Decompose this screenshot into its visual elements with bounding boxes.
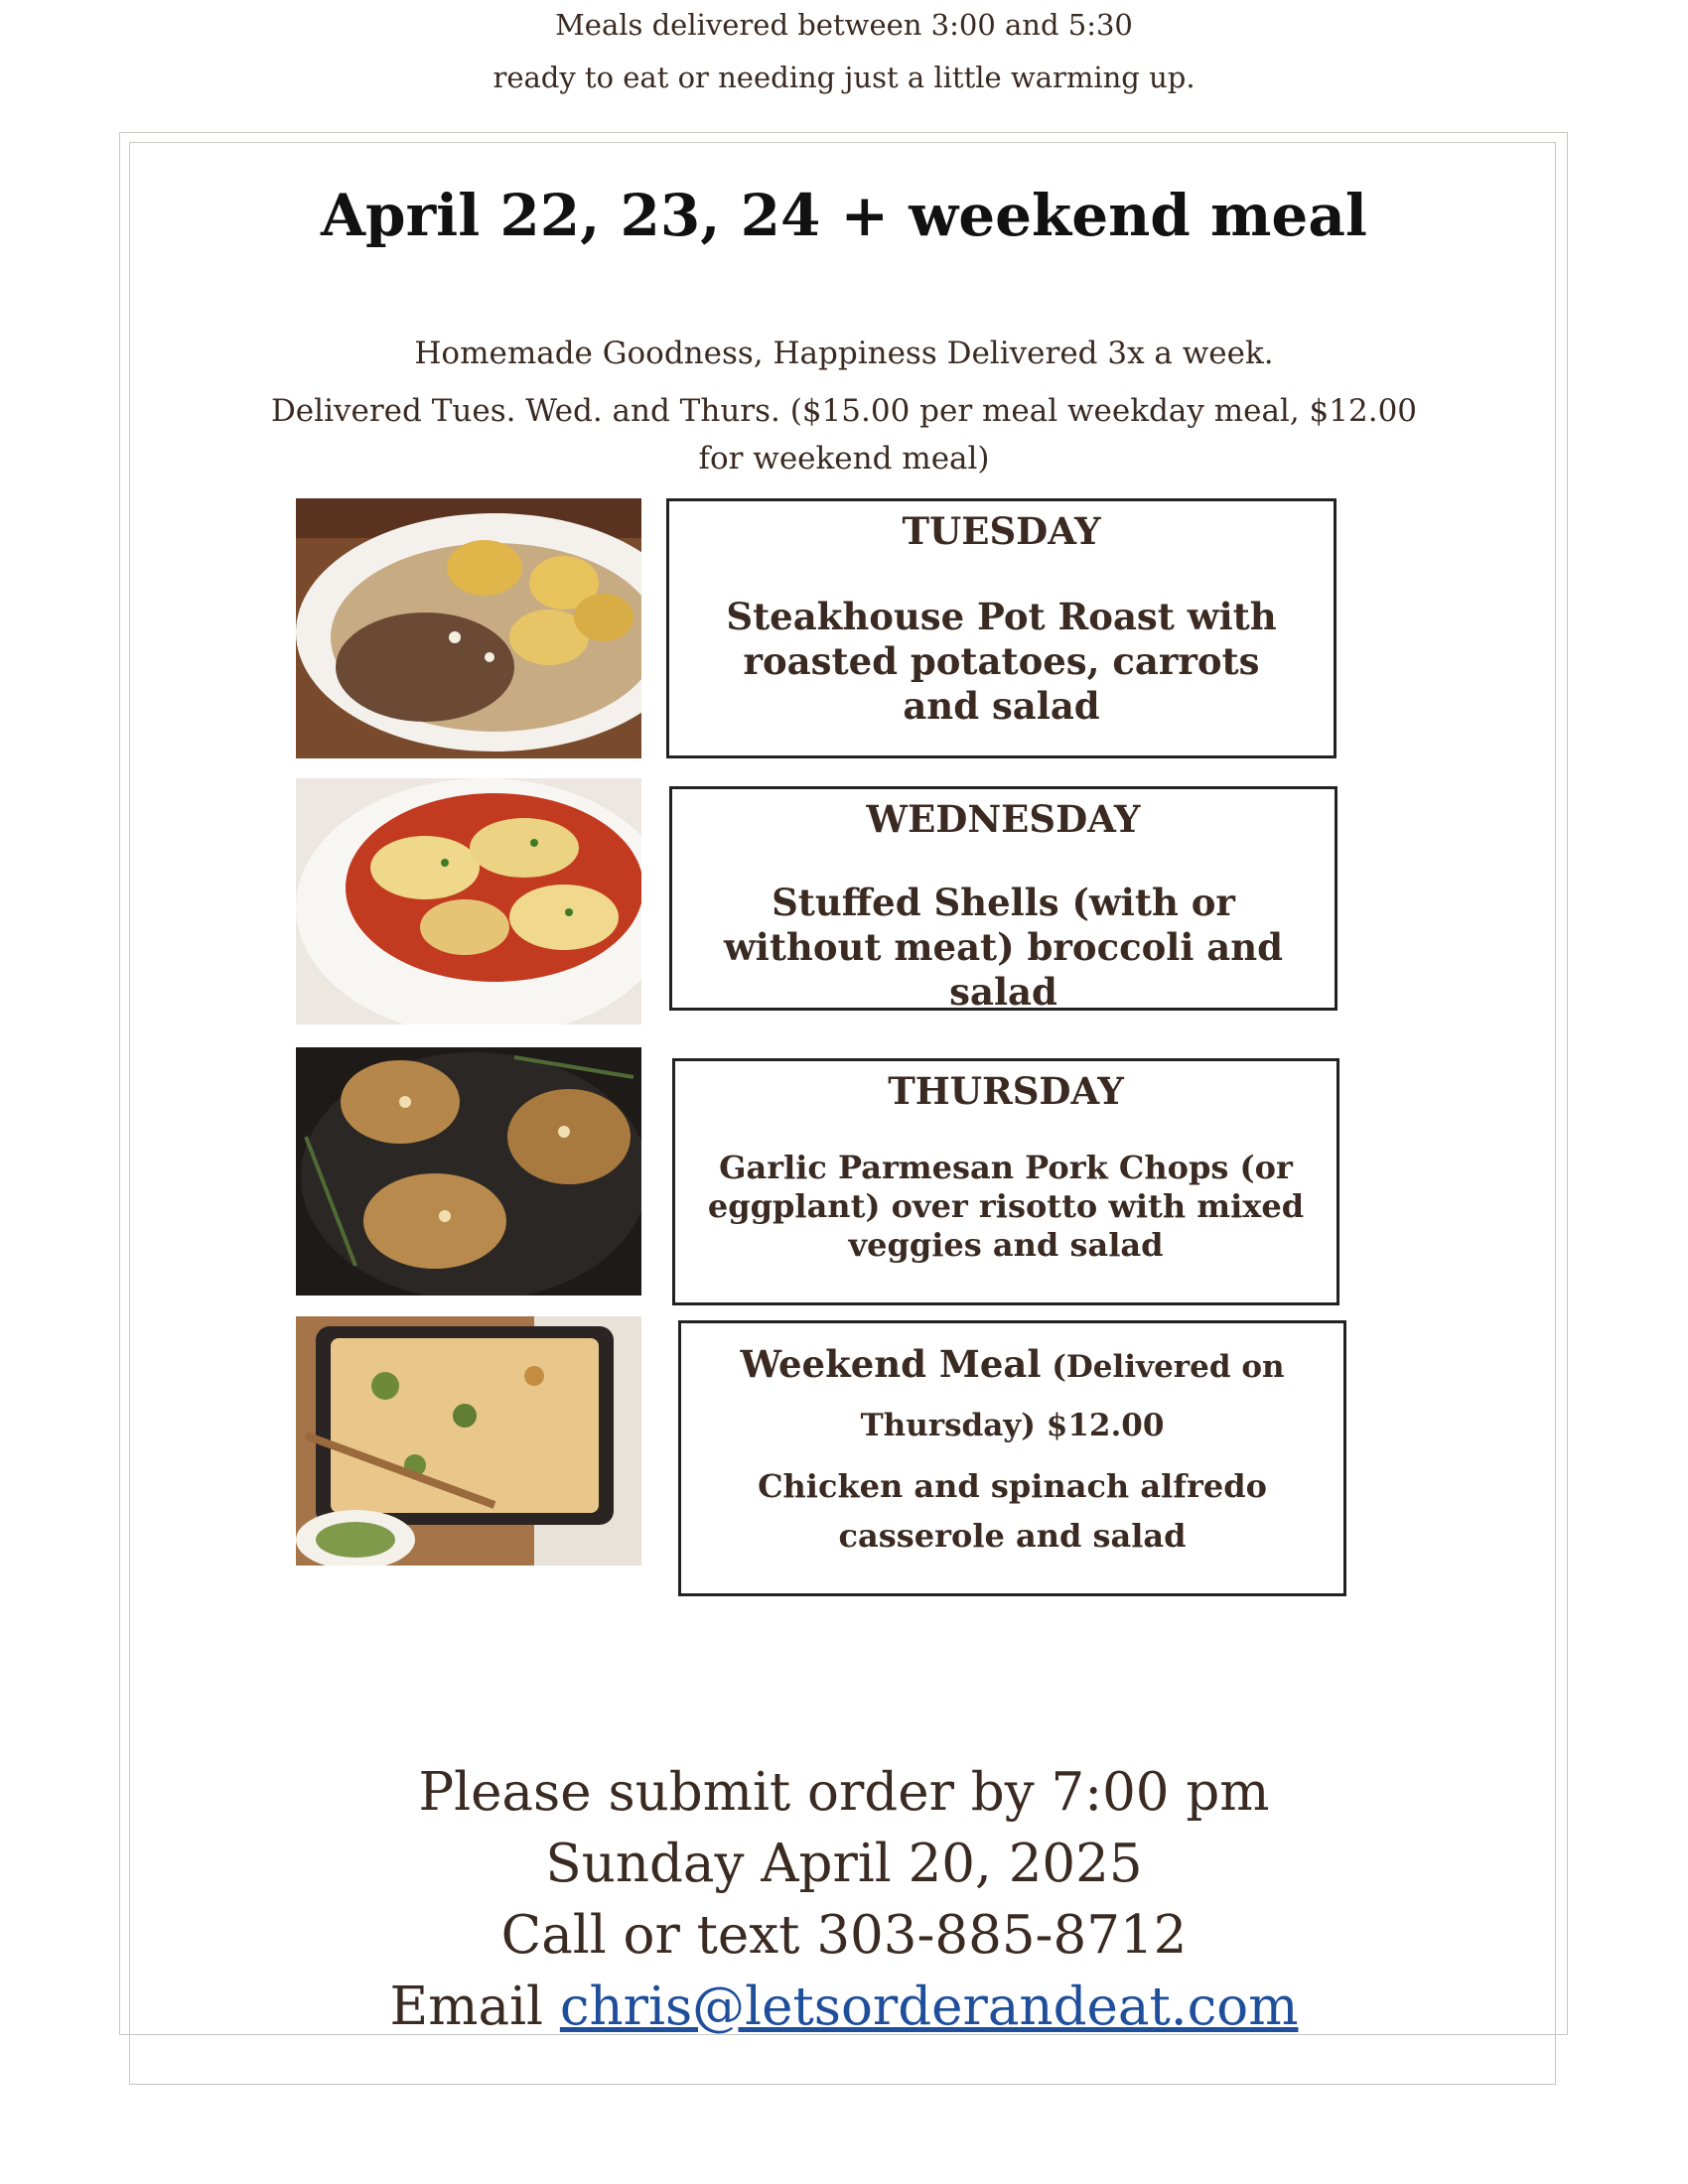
- thursday-dish: Garlic Parmesan Pork Chops (or eggplant) over risotto with mixed veggies and salad: [707, 1149, 1305, 1265]
- page-title: April 22, 23, 24 + weekend meal: [321, 182, 1367, 249]
- pot-roast-photo: [296, 498, 641, 758]
- delivery-time-note: Meals delivered between 3:00 and 5:30: [555, 8, 1133, 42]
- weekend-dish-line-1: Chicken and spinach alfredo: [758, 1467, 1267, 1505]
- contact-email-line: [0, 1972, 1688, 2043]
- contact-phone: Call or text 303-885-8712: [500, 1905, 1188, 1966]
- weekend-price: Thursday) $12.00: [860, 1408, 1165, 1443]
- order-deadline: Please submit order by 7:00 pm: [418, 1762, 1270, 1823]
- tuesday-menu-box: [666, 498, 1336, 758]
- wednesday-dish: Stuffed Shells (with or without meat) broccoli and salad: [723, 881, 1284, 1015]
- pricing-line-2: for weekend meal): [698, 441, 990, 477]
- wednesday-menu-box: [669, 786, 1337, 1015]
- email-label: Email: [389, 1977, 560, 2037]
- tagline: Homemade Goodness, Happiness Delivered 3x a week.: [414, 336, 1274, 371]
- weekend-menu-box: [678, 1320, 1346, 1596]
- order-deadline-date: Sunday April 20, 2025: [545, 1834, 1143, 1894]
- tuesday-dish: Steakhouse Pot Roast with roasted potatoes, carrots and salad: [726, 595, 1277, 729]
- wednesday-label: WEDNESDAY: [866, 797, 1141, 841]
- weekend-label: Weekend Meal: [740, 1342, 1042, 1386]
- weekend-dish: [681, 1461, 1343, 1561]
- ready-note: ready to eat or needing just a little warming up.: [492, 61, 1196, 94]
- thursday-label: THURSDAY: [888, 1069, 1124, 1113]
- pricing-line-1: Delivered Tues. Wed. and Thurs. ($15.00 per meal weekday meal, $12.00: [270, 393, 1418, 429]
- weekend-heading: [681, 1337, 1343, 1457]
- tuesday-label: TUESDAY: [902, 509, 1101, 553]
- email-link[interactable]: chris@letsorderandeat.com: [559, 1977, 1299, 2037]
- weekend-dish-line-2: casserole and salad: [838, 1517, 1187, 1555]
- thursday-menu-box: [672, 1058, 1339, 1305]
- pork-chops-photo: [296, 1047, 641, 1296]
- stuffed-shells-photo: [296, 778, 641, 1024]
- weekend-delivery-note: (Delivered on: [1041, 1349, 1285, 1385]
- casserole-photo: [296, 1316, 641, 1566]
